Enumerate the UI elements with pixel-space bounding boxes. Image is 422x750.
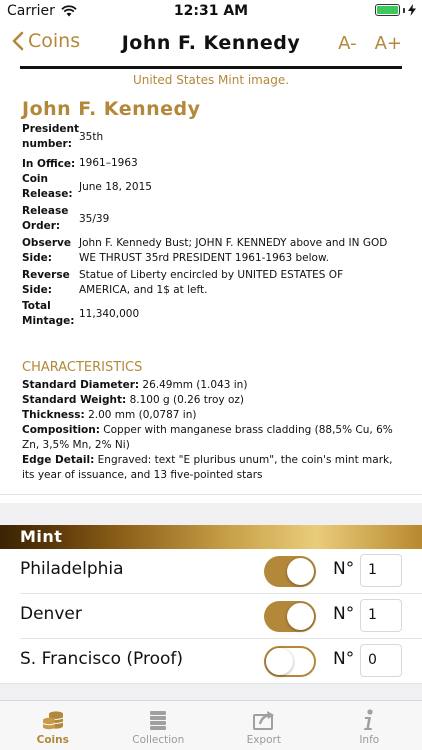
mint-row-philadelphia xyxy=(0,549,422,593)
characteristic-value: 26.49mm (1.043 in) xyxy=(142,379,248,391)
mint-name: Denver xyxy=(20,604,82,624)
page-title: John F. Kennedy xyxy=(121,32,301,54)
info-value: John F. Kennedy Bust; JOHN F. KENNEDY above and IN GOD WE THRUST 35rd PRESIDENT 1961-1963 below. xyxy=(79,237,388,264)
mint-toggle[interactable] xyxy=(264,556,316,587)
tab-info[interactable] xyxy=(317,701,422,750)
info-value: 11,340,000 xyxy=(79,307,140,320)
characteristic-item xyxy=(22,408,394,423)
section-divider xyxy=(0,494,422,495)
characteristic-value: 2.00 mm (0,0787 in) xyxy=(88,409,197,421)
section-gap xyxy=(0,503,422,525)
navigation-bar xyxy=(0,22,422,66)
mint-name: S. Francisco (Proof) xyxy=(20,649,184,669)
mint-row-san-francisco xyxy=(0,639,422,683)
info-icon xyxy=(361,709,377,731)
status-time: 12:31 AM xyxy=(173,3,249,19)
info-row-release-order xyxy=(22,204,392,234)
font-size-controls xyxy=(338,33,402,54)
characteristic-label: Standard Diameter: xyxy=(22,379,140,391)
status-bar xyxy=(0,0,422,22)
collection-stack-icon xyxy=(147,709,169,731)
mint-count-field[interactable]: 1 xyxy=(360,599,402,632)
characteristic-item xyxy=(22,423,394,453)
info-label: Reverse Side: xyxy=(22,269,70,296)
coin-title: John F. Kennedy xyxy=(22,98,201,120)
number-label: N° xyxy=(333,649,355,669)
back-button-label: Coins xyxy=(28,30,81,52)
info-label: President number: xyxy=(22,123,79,150)
toggle-knob xyxy=(266,648,293,675)
header-divider xyxy=(20,66,402,69)
tab-label: Collection xyxy=(132,734,185,746)
tab-export[interactable] xyxy=(211,701,317,750)
info-label: Coin Release: xyxy=(22,173,73,200)
info-value: June 18, 2015 xyxy=(79,180,152,193)
tab-label: Info xyxy=(359,734,380,746)
info-value: 35/39 xyxy=(79,212,110,225)
number-label: N° xyxy=(333,559,355,579)
battery-tip xyxy=(403,8,405,13)
mint-count-field[interactable]: 1 xyxy=(360,554,402,587)
info-value: 35th xyxy=(79,130,104,143)
info-row-total-mintage xyxy=(22,299,392,329)
mint-row-denver xyxy=(0,594,422,638)
number-label: N° xyxy=(333,604,355,624)
font-increase-button[interactable]: A+ xyxy=(374,33,402,54)
mint-count-field[interactable]: 0 xyxy=(360,644,402,677)
coin-info-table xyxy=(22,122,392,329)
toggle-knob xyxy=(287,558,314,585)
tab-label: Export xyxy=(246,734,281,746)
status-right xyxy=(375,4,416,16)
mint-toggle[interactable] xyxy=(264,601,316,632)
characteristic-item xyxy=(22,393,394,408)
charging-bolt-icon xyxy=(408,4,416,16)
characteristics-list xyxy=(22,378,394,483)
characteristic-label: Composition: xyxy=(22,424,100,436)
coins-stack-icon xyxy=(41,709,65,731)
characteristic-label: Edge Detail: xyxy=(22,454,95,466)
section-gap xyxy=(0,684,422,700)
info-label: Observe Side: xyxy=(22,237,71,264)
mint-toggle[interactable] xyxy=(264,646,316,677)
characteristic-item xyxy=(22,378,394,393)
characteristic-item xyxy=(22,453,394,483)
mint-name: Philadelphia xyxy=(20,559,124,579)
characteristics-heading: CHARACTERISTICS xyxy=(22,360,143,375)
battery-icon xyxy=(375,4,400,16)
info-row-observe-side xyxy=(22,236,392,267)
image-credit: United States Mint image. xyxy=(132,73,290,87)
info-label: Release Order: xyxy=(22,205,69,232)
characteristic-label: Thickness: xyxy=(22,409,85,421)
tab-label: Coins xyxy=(36,734,69,746)
info-value: 1961–1963 xyxy=(79,156,138,169)
info-row-president-number xyxy=(22,122,392,152)
export-share-icon xyxy=(252,709,276,731)
info-row-reverse-side xyxy=(22,268,392,299)
info-label: Total Mintage: xyxy=(22,300,75,327)
characteristic-value: 8.100 g (0.26 troy oz) xyxy=(129,394,245,406)
tab-coins[interactable] xyxy=(0,701,106,750)
tab-collection[interactable] xyxy=(106,701,212,750)
tab-bar xyxy=(0,700,422,750)
mint-section-header: Mint xyxy=(0,525,422,549)
characteristic-value: Copper with manganese brass cladding (88,5% Cu, 6% Zn, 3,5% Mn, 2% Ni) xyxy=(22,424,393,451)
info-label: In Office: xyxy=(22,158,76,170)
info-row-in-office xyxy=(22,154,392,172)
info-row-coin-release xyxy=(22,172,392,202)
font-decrease-button[interactable]: A- xyxy=(338,33,357,54)
info-value: Statue of Liberty encircled by UNITED ESTATES OF AMERICA, and 1$ at left. xyxy=(79,269,344,296)
characteristic-value: Engraved: text "E pluribus unum", the coin's mint mark, its year of issuance, and 13 five-pointed stars xyxy=(22,454,393,481)
characteristic-label: Standard Weight: xyxy=(22,394,127,406)
carrier-label: Carrier xyxy=(7,3,55,19)
toggle-knob xyxy=(287,603,314,630)
